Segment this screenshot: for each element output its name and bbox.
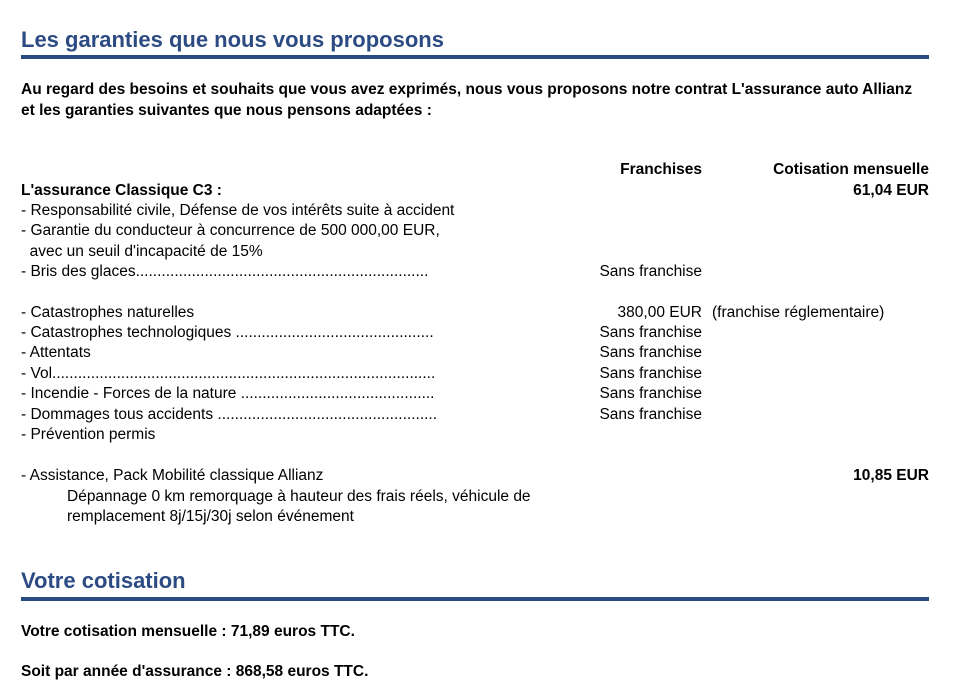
assistance-detail-line: remplacement 8j/15j/30j selon événement [67, 508, 354, 525]
section-title-garanties: Les garanties que nous vous proposons [21, 27, 444, 52]
guarantee-row [21, 323, 929, 343]
assistance-row [21, 466, 929, 486]
guarantee-row [21, 242, 929, 262]
section-title-cotisation: Votre cotisation [21, 568, 186, 593]
guarantee-row [21, 405, 929, 425]
yearly-total: Soit par année d'assurance : 868,58 euros TTC. [21, 663, 369, 680]
column-header-franchises: Franchises [620, 161, 702, 178]
guarantee-label: - Attentats [21, 344, 91, 361]
intro-paragraph: Au regard des besoins et souhaits que vous avez exprimés, nous vous proposons notre contrat L'assurance auto Allianz et les garanties suivantes que nous pensons adaptées : [21, 81, 913, 119]
table-header [21, 160, 929, 180]
guarantee-franchise: Sans franchise [599, 263, 702, 280]
guarantee-label: - Prévention permis [21, 426, 156, 443]
guarantee-row [21, 384, 929, 404]
guarantee-label: - Catastrophes naturelles [21, 304, 195, 321]
formula-row [21, 181, 929, 201]
guarantee-label: - Dommages tous accidents ................................................... [21, 406, 438, 423]
guarantee-row [21, 201, 929, 221]
guarantee-row [21, 364, 929, 384]
assistance-label: - Assistance, Pack Mobilité classique Allianz [21, 467, 324, 484]
section-divider [21, 597, 929, 601]
assistance-detail [21, 507, 929, 527]
guarantee-row [21, 303, 929, 323]
guarantee-label: - Catastrophes technologiques .............................................. [21, 324, 434, 341]
guarantee-label: - Incendie - Forces de la nature ............................................. [21, 385, 435, 402]
guarantee-label: - Responsabilité civile, Défense de vos intérêts suite à accident [21, 202, 455, 219]
guarantee-franchise: Sans franchise [599, 324, 702, 341]
guarantee-franchise: Sans franchise [599, 406, 702, 423]
guarantee-franchise: 380,00 EUR [617, 304, 702, 321]
guarantee-row [21, 221, 929, 241]
guarantee-label: - Garantie du conducteur à concurrence de 500 000,00 EUR, [21, 222, 440, 239]
formula-title: L'assurance Classique C3 : [21, 182, 222, 199]
guarantee-row [21, 262, 929, 282]
assistance-detail-line: Dépannage 0 km remorquage à hauteur des frais réels, véhicule de [67, 488, 531, 505]
guarantee-label: - Vol......................................................................................... [21, 365, 436, 382]
guarantee-label: - Bris des glaces.................................................................... [21, 263, 429, 280]
guarantee-row [21, 343, 929, 363]
franchise-note: (franchise réglementaire) [712, 304, 885, 321]
column-header-cotisation: Cotisation mensuelle [773, 161, 929, 178]
monthly-total: Votre cotisation mensuelle : 71,89 euros TTC. [21, 623, 355, 640]
guarantee-row [21, 425, 929, 445]
assistance-amount: 10,85 EUR [853, 467, 929, 484]
assistance-detail [21, 487, 929, 507]
guarantee-franchise: Sans franchise [599, 365, 702, 382]
guarantee-franchise: Sans franchise [599, 385, 702, 402]
formula-amount: 61,04 EUR [853, 182, 929, 199]
section-divider [21, 55, 929, 59]
guarantee-label: avec un seuil d'incapacité de 15% [21, 243, 263, 260]
guarantee-franchise: Sans franchise [599, 344, 702, 361]
